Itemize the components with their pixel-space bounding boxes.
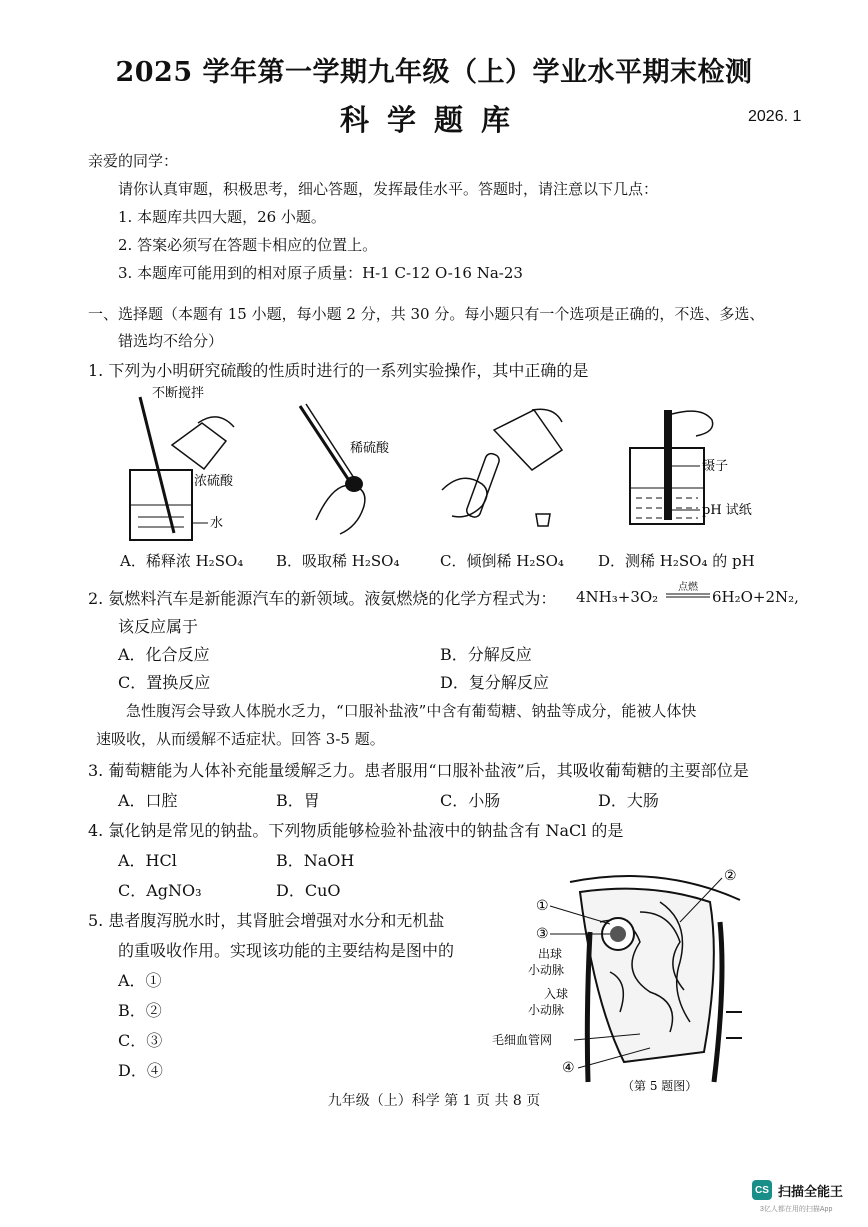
scanner-name: 扫描全能王 [778,1183,844,1199]
q1-option-d: D．测稀 H₂SO₄ 的 pH [598,552,755,570]
fig-a-label-stir: 不断搅拌 [152,386,205,401]
question-3-stem: 3. 葡萄糖能为人体补充能量缓解乏力。患者服用“口服补盐液”后，其吸收葡萄糖的主要部位是 [88,761,749,780]
q4-option-b: B．NaOH [276,851,355,870]
q2-option-b: B．分解反应 [440,645,532,664]
label-in-artery: 入球 [544,987,569,1001]
intro-line: 请你认真审题，积极思考，细心答题，发挥最佳水平。答题时，请注意以下几点： [118,180,659,198]
q5-option-c: C．③ [118,1031,163,1050]
label-3: ③ [536,926,549,942]
question-2-stem-cont: 该反应属于 [118,617,199,636]
label-2: ② [724,868,737,884]
figure-b-dropper [286,400,406,540]
q1-option-b: B．吸取稀 H₂SO₄ [276,552,400,570]
q5-option-a: A．① [118,971,162,990]
fig-b-label: 稀硫酸 [350,441,390,456]
fig-d-label-tweezers: 镊子 [702,459,729,474]
label-4: ④ [562,1060,575,1076]
exam-date: 2026. 1 [748,108,802,125]
figure-c-pouring [432,400,582,540]
equation-right: 6H₂O+2N₂, [712,588,799,606]
equation-left: 4NH₃+3O₂ [576,588,659,606]
label-capillary: 毛细血管网 [492,1033,553,1047]
equation-condition: 点燃 [678,582,698,593]
q3-option-d: D．大肠 [598,791,659,810]
page-footer: 九年级（上）科学 第 1 页 共 8 页 [327,1093,541,1109]
figure-q5-nephron [490,862,752,1094]
figure-caption: （第 5 题图） [622,1079,698,1093]
passage-line: 速吸收，从而缓解不适症状。回答 3-5 题。 [96,730,385,748]
scanner-tagline: 3亿人都在用的扫描App [760,1206,833,1213]
label-out-artery: 出球 [538,947,563,961]
greeting: 亲爱的同学： [88,152,179,170]
intro-item: 3. 本题库可能用到的相对原子质量：H-1 C-12 O-16 Na-23 [118,264,523,282]
q2-option-c: C．置换反应 [118,673,211,692]
label-1: ① [536,898,549,914]
question-2-stem: 2. 氨燃料汽车是新能源汽车的新领域。液氨燃烧的化学方程式为： [88,589,557,608]
intro-item: 1. 本题库共四大题，26 小题。 [118,208,326,226]
q5-option-b: B．② [118,1001,162,1020]
q1-option-c: C．倾倒稀 H₂SO₄ [440,552,564,570]
cs-logo-icon: CS [752,1180,772,1200]
q3-option-a: A．口腔 [118,791,178,810]
label-out-artery-2: 小动脉 [528,963,565,977]
question-5-stem: 5. 患者腹泻脱水时，其肾脏会增强对水分和无机盐 [88,911,445,930]
label-in-artery-2: 小动脉 [528,1003,565,1017]
figure-d-ph-test [618,400,778,540]
equation-arrow [666,592,710,600]
intro-item: 2. 答案必须写在答题卡相应的位置上。 [118,236,378,254]
exam-subtitle: 科学题库 [339,103,528,137]
figure-a-dilution [112,385,262,545]
q1-option-a: A．稀释浓 H₂SO₄ [120,552,244,570]
q2-option-d: D．复分解反应 [440,673,549,692]
q4-option-c: C．AgNO₃ [118,881,202,900]
q4-option-a: A．HCl [118,851,177,870]
fig-a-label-acid: 浓硫酸 [194,474,234,489]
question-4-stem: 4. 氯化钠是常见的钠盐。下列物质能够检验补盐液中的钠盐含有 NaCl 的是 [88,821,624,840]
section-heading: 一、选择题（本题有 15 小题，每小题 2 分，共 30 分。每小题只有一个选项是正确的，不选、多选、 [88,305,765,323]
q2-option-a: A．化合反应 [118,645,210,664]
q5-option-d: D．④ [118,1061,163,1080]
fig-a-label-water: 水 [210,516,224,531]
scanner-watermark [752,1180,843,1200]
q3-option-c: C．小肠 [440,791,501,810]
section-heading-cont: 错选均不给分） [118,332,224,350]
fig-d-label-paper: pH 试纸 [702,503,752,518]
passage-line: 急性腹泻会导致人体脱水乏力，“口服补盐液”中含有葡萄糖、钠盐等成分，能被人体快 [126,702,697,720]
q4-option-d: D．CuO [276,881,341,900]
question-1-stem: 1. 下列为小明研究硫酸的性质时进行的一系列实验操作，其中正确的是 [88,361,589,380]
q3-option-b: B．胃 [276,791,320,810]
exam-title: 2025 学年第一学期九年级（上）学业水平期末检测 [115,57,753,88]
question-5-stem-cont: 的重吸收作用。实现该功能的主要结构是图中的 [118,941,455,960]
